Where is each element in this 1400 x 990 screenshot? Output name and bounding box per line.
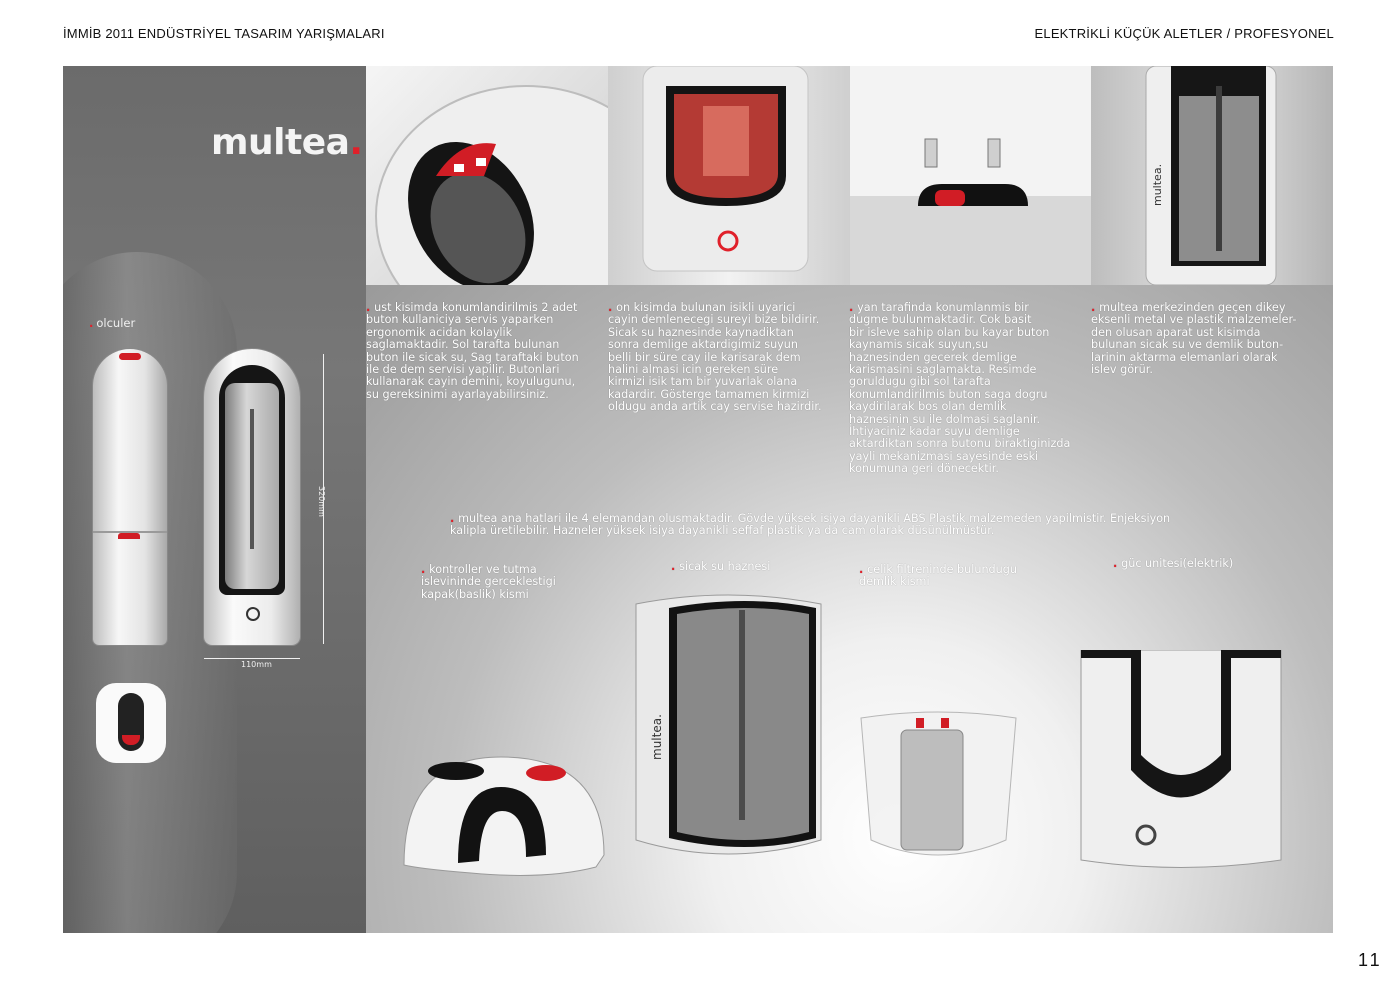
width-dimension-label: 110mm xyxy=(241,660,272,669)
photo-top-buttons xyxy=(366,66,608,285)
product-side-view xyxy=(93,349,167,645)
render-hot-water-tank xyxy=(631,590,826,870)
desc-buttons: . ust kisimda konumlandirilmis 2 adet buton kullaniciya servis yaparken ergonomik acidan kolaylik saglamaktadir. Sol tarafta bulunan buton ile sicak su, Sag taraftaki buton ile de dem servisi yapilir. Butonlari kullanarak cayin demini, koyulugunu, su gereksinimi ayarlayabilirsiniz. xyxy=(366,301,579,401)
render-filter-chamber xyxy=(856,710,1021,870)
header-title-right: ELEKTRİKLİ KÜÇÜK ALETLER / PROFESYONEL xyxy=(1034,26,1334,41)
olculer-label: . olculer xyxy=(89,316,136,330)
render-cap-dome xyxy=(396,745,611,880)
component-label-cap: . kontroller ve tutma islevininde gerceklestigi kapak(baslik) kismi xyxy=(421,563,556,601)
component-label-hot-water: . sicak su haznesi xyxy=(671,560,771,573)
product-front-view xyxy=(204,349,300,645)
product-logo-text: multea. xyxy=(650,714,664,760)
desc-indicator: . on kisimda bulunan isikli uyarici cayin demlenecegi sureyi bize bildirir. Sicak su haznesinde kaynadiktan sonra demlige aktardigimiz suyun belli bir süre cay ile karisarak dem halini almasi icin gereken süre kirmizi isik tam bir yuvarlak olana kadardir. Gösterge tamamen kirmizi oldugu anda artik cay servise hazirdir. xyxy=(608,301,822,414)
photo-inner-mechanism xyxy=(1091,66,1333,285)
component-label-power: . güc unitesi(elektrik) xyxy=(1113,557,1234,570)
width-dimension-line xyxy=(204,658,300,659)
center-rod xyxy=(250,409,254,549)
slider-button-indicator xyxy=(118,533,140,539)
description-panel xyxy=(366,285,1333,933)
render-power-base xyxy=(1076,650,1286,875)
left-panel xyxy=(63,66,366,933)
indicator-detail-view xyxy=(96,683,166,763)
desc-mechanism: . multea merkezinden geçen dikey eksenli metal ve plastik malzemeler- den olusan aparat ust kisimda bulunan sicak su ve demlik buton- larinin aktarma elemanlari olarak islev görür. xyxy=(1091,301,1297,377)
photo-side-slider xyxy=(850,66,1091,285)
height-dimension-label: 320mm xyxy=(317,486,326,517)
top-button-indicator xyxy=(119,353,141,360)
photo-front-indicator xyxy=(608,66,850,285)
header-title-left: İMMİB 2011 ENDÜSTRİYEL TASARIM YARIŞMALARI xyxy=(63,26,385,41)
product-logo-text: multea. xyxy=(1151,163,1164,206)
page-number: 11 xyxy=(1358,950,1383,970)
component-label-filter: . celik filtreninde bulundugu demlik kismi xyxy=(859,563,1017,589)
desc-overview: . multea ana hatlari ile 4 elemandan olusmaktadir. Gövde yüksek isiya dayanikli ABS Plastik malzemeden yapilmistir. Enjeksiyon kalipla üretilebilir. Hazneler yüksek isiya dayanikli seffaf plastik ya da cam olarak düsünülmüstür. xyxy=(450,512,1171,538)
power-ring-icon xyxy=(246,607,260,621)
desc-slider: . yan tarafinda konumlanmis bir dugme bulunmaktadir. Cok basit bir isleve sahip olan bu kayar buton kaynamis sicak suyun,su haznesinden gecerek demlige karismasini saglamakta. Resimde goruldugu gibi sol tarafta konumlandirilmis buton saga dogru kaydirilarak bos olan demlik haznesinin su ile dolmasi saglanir. İhtiyaciniz kadar suyu demlige aktardiktan sonra butonu biraktiginizda yayli mekanizmasi sayesinde eski konumuna geri dönecektir. xyxy=(849,301,1071,476)
brand-logo: multea. xyxy=(211,122,363,163)
